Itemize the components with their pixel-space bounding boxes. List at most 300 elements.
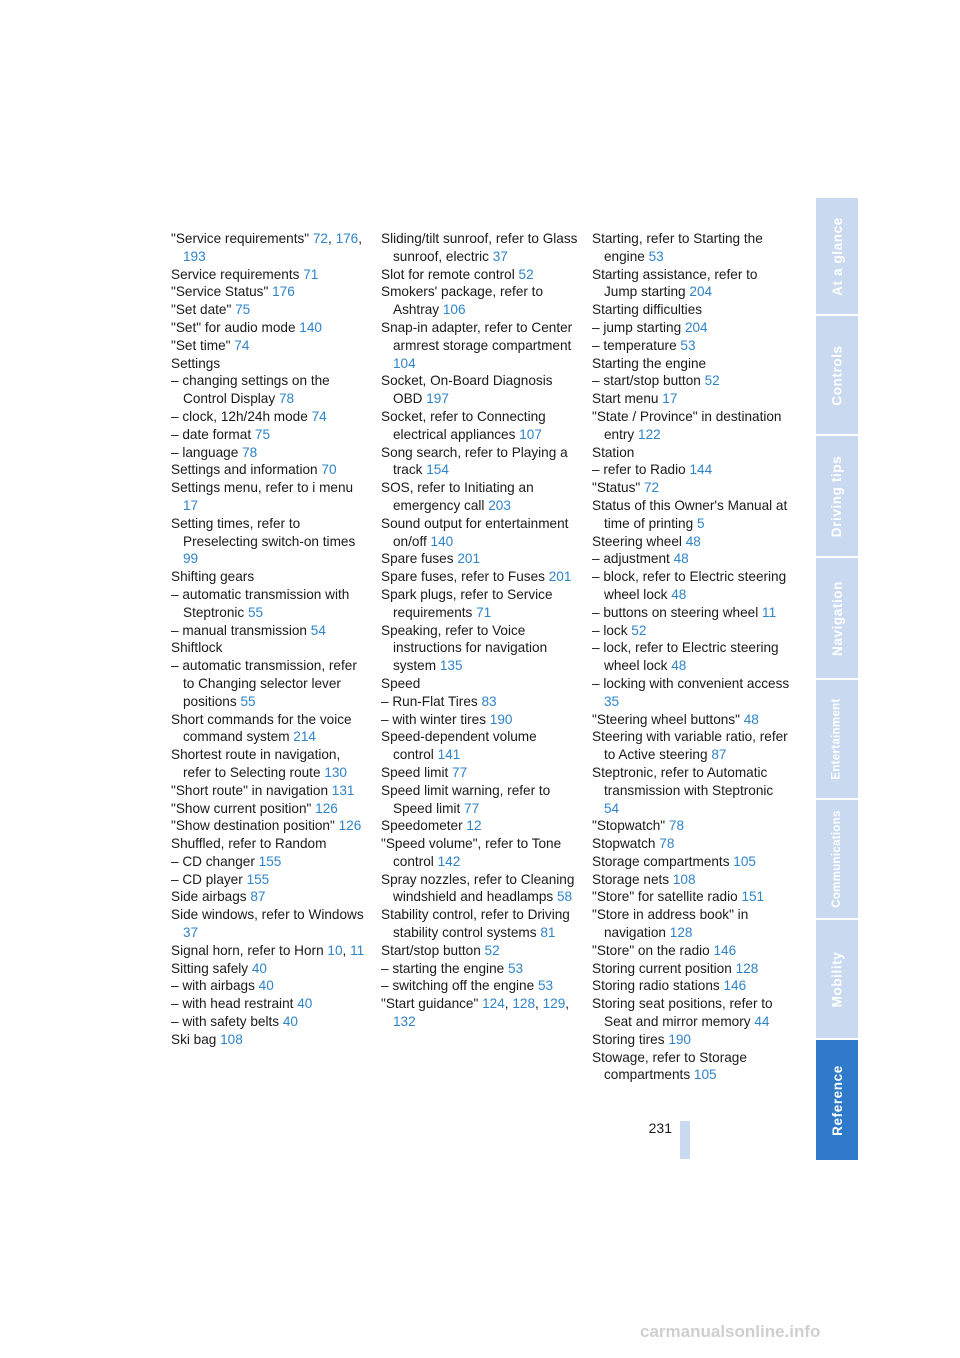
page-link[interactable]: 204 xyxy=(684,319,708,335)
entry-text: Station xyxy=(592,444,635,460)
page-refs xyxy=(659,391,678,406)
page-link[interactable]: 135 xyxy=(439,658,463,674)
entry-text: – temperature xyxy=(592,337,677,353)
page-refs xyxy=(448,765,467,780)
page-refs xyxy=(238,445,257,460)
page-link[interactable]: 11 xyxy=(762,604,777,620)
page-refs xyxy=(604,801,619,816)
index-entry xyxy=(592,550,790,568)
index-entry xyxy=(381,408,579,444)
page-link[interactable]: 176 xyxy=(272,284,295,300)
entry-text: "Status" xyxy=(592,480,641,496)
page-link[interactable]: 54 xyxy=(310,622,326,638)
index-entry xyxy=(592,675,790,711)
entry-text: – date format xyxy=(171,426,252,442)
sidebar-tab-at-a-glance[interactable] xyxy=(816,198,858,314)
page-refs xyxy=(296,320,322,335)
page-link[interactable]: 151 xyxy=(741,889,765,905)
sidebar-tab-reference[interactable] xyxy=(816,1040,858,1160)
page-link[interactable]: 126 xyxy=(338,818,362,834)
page-link[interactable]: 40 xyxy=(297,996,313,1012)
page-refs xyxy=(515,427,541,442)
index-entry xyxy=(592,728,790,764)
index-entry xyxy=(171,746,369,782)
page-link[interactable]: 190 xyxy=(668,1031,691,1047)
page-refs xyxy=(427,534,453,549)
page-link[interactable]: 201 xyxy=(457,551,481,567)
index-entry xyxy=(171,639,369,657)
page-refs xyxy=(690,1067,716,1082)
page-link[interactable]: 142 xyxy=(437,853,461,869)
index-entry xyxy=(171,1013,369,1031)
page-link[interactable]: 130 xyxy=(324,764,347,780)
index-entry xyxy=(592,372,790,390)
entry-text: Shifting gears xyxy=(171,569,255,585)
index-entry xyxy=(171,782,369,800)
entry-text: Starting difficulties xyxy=(592,302,703,318)
index-column-2 xyxy=(381,230,579,1031)
page-link[interactable]: 48 xyxy=(743,711,759,727)
page-refs xyxy=(681,320,707,335)
entry-text: Speed limit warning, refer to Speed limit xyxy=(381,782,551,816)
page-refs xyxy=(489,249,508,264)
page-link[interactable]: 214 xyxy=(293,729,316,745)
page-link[interactable]: 44 xyxy=(754,1014,770,1030)
page-refs xyxy=(439,302,465,317)
index-entry xyxy=(171,568,369,586)
entry-text: Speed xyxy=(381,675,421,691)
page-link[interactable]: , 129 xyxy=(535,996,565,1011)
page-refs xyxy=(481,943,500,958)
page-refs xyxy=(318,462,337,477)
page-link[interactable]: 40 xyxy=(258,978,274,994)
index-entry xyxy=(381,319,579,372)
index-entry xyxy=(592,960,790,978)
entry-text: Speaking, refer to Voice instructions for navigation system xyxy=(381,622,548,674)
page-link[interactable]: 12 xyxy=(466,818,482,834)
page-refs xyxy=(645,249,664,264)
entry-text: Settings xyxy=(171,355,221,371)
index-entry xyxy=(592,995,790,1031)
page-link[interactable]: 53 xyxy=(680,337,696,353)
page-link[interactable]: 105 xyxy=(733,853,756,869)
index-entry xyxy=(381,977,579,995)
page-link[interactable]: 52 xyxy=(704,373,720,389)
page-refs xyxy=(248,961,267,976)
page-link[interactable]: 126 xyxy=(315,800,338,816)
sidebar-tab-label: At a glance xyxy=(829,216,845,296)
entry-text: – Run-Flat Tires xyxy=(381,693,478,709)
page-link[interactable]: 78 xyxy=(242,444,258,460)
page-link[interactable]: 122 xyxy=(638,426,661,442)
page-link[interactable]: 72 xyxy=(643,480,660,496)
index-entry xyxy=(381,444,579,480)
page-link[interactable]: 77 xyxy=(464,800,480,816)
entry-text: "Store in address book" in navigation xyxy=(592,907,749,941)
page-refs xyxy=(472,605,491,620)
index-entry xyxy=(381,675,579,693)
page-link[interactable]: 48 xyxy=(671,586,687,602)
page-link[interactable]: 204 xyxy=(689,284,713,300)
page-refs xyxy=(553,889,572,904)
page-refs xyxy=(682,534,701,549)
entry-text: Sound output for entertainment on/off xyxy=(381,515,569,549)
entry-text: – locking with convenient access xyxy=(592,675,790,691)
index-entry xyxy=(381,728,579,764)
page-link[interactable]: 52 xyxy=(631,622,647,638)
page-refs xyxy=(293,996,312,1011)
page-link[interactable]: 108 xyxy=(672,871,696,887)
index-entry xyxy=(171,283,369,301)
entry-text: – clock, 12h/24h mode xyxy=(171,408,308,424)
page-refs xyxy=(328,783,354,798)
page-refs xyxy=(255,854,281,869)
index-entry xyxy=(592,408,790,444)
index-entry xyxy=(592,461,790,479)
index-entry xyxy=(592,533,790,551)
entry-text: – jump starting xyxy=(592,319,682,335)
page-refs xyxy=(460,801,479,816)
entry-text: – automatic transmission, refer to Changing selector lever positions xyxy=(171,658,357,709)
entry-text: Storing current position xyxy=(592,960,732,976)
index-entry xyxy=(171,711,369,747)
page-refs xyxy=(251,427,270,442)
page-refs xyxy=(732,961,758,976)
page-link[interactable]: 154 xyxy=(426,462,449,478)
page-refs xyxy=(686,462,712,477)
page-refs xyxy=(290,729,316,744)
page-link[interactable]: 17 xyxy=(183,497,199,513)
page-refs xyxy=(665,1032,691,1047)
page-refs xyxy=(669,872,695,887)
page-link[interactable]: 37 xyxy=(183,925,199,941)
index-entry xyxy=(381,283,579,319)
sidebar-tab-mobility[interactable] xyxy=(816,920,858,1038)
index-entry xyxy=(171,835,369,853)
entry-text: Starting assistance, refer to Jump starting xyxy=(592,266,758,300)
page-link[interactable]: , 11 xyxy=(343,943,365,958)
page-link[interactable]: 77 xyxy=(452,764,468,780)
entry-text: Settings menu, refer to i menu xyxy=(171,480,354,496)
page-refs xyxy=(183,925,198,940)
sidebar-tab-driving-tips[interactable] xyxy=(816,436,858,556)
entry-text: – starting the engine xyxy=(381,960,505,976)
entry-text: Song search, refer to Playing a track xyxy=(381,444,568,478)
index-entry xyxy=(592,337,790,355)
entry-text: "Show destination position" xyxy=(171,818,335,834)
page-link[interactable]: 190 xyxy=(489,711,513,727)
index-entry xyxy=(381,871,579,907)
page-refs xyxy=(720,978,746,993)
page-link[interactable]: 104 xyxy=(393,355,416,371)
page-refs xyxy=(231,338,250,353)
entry-text: "Service Status" xyxy=(171,284,269,300)
index-entry xyxy=(381,693,579,711)
entry-text: Start menu xyxy=(592,391,659,407)
entry-text: "Set time" xyxy=(171,337,231,353)
entry-text: Signal horn, refer to Horn xyxy=(171,942,324,958)
entry-text: "Stopwatch" xyxy=(592,818,666,834)
index-entry xyxy=(171,906,369,942)
page-link[interactable]: 155 xyxy=(246,871,270,887)
entry-text: Storage nets xyxy=(592,871,670,887)
entry-text: – with airbags xyxy=(171,978,255,994)
index-entry xyxy=(592,853,790,871)
sidebar-tab-label: Communications xyxy=(831,810,843,908)
page-link[interactable]: 53 xyxy=(507,960,524,976)
index-entry xyxy=(171,372,369,408)
sidebar-tab-communications[interactable] xyxy=(816,800,858,918)
index-entry xyxy=(381,835,579,871)
page-link[interactable]: 87 xyxy=(711,747,727,763)
entry-text: Speed limit xyxy=(381,764,449,780)
page-refs xyxy=(299,267,318,282)
index-entry xyxy=(381,230,579,266)
page-refs xyxy=(324,943,365,958)
entry-text: Steptronic, refer to Automatic transmission with Steptronic xyxy=(592,764,774,798)
page-link[interactable]: 17 xyxy=(662,391,678,407)
page-refs xyxy=(686,284,712,299)
page-link[interactable]: 105 xyxy=(693,1067,717,1083)
watermark: carmanualsonline.info xyxy=(640,1322,821,1341)
page-refs xyxy=(311,801,337,816)
index-entry xyxy=(592,871,790,889)
index-entry xyxy=(171,942,369,960)
page-refs xyxy=(545,569,571,584)
index-entry xyxy=(381,942,579,960)
index-entry xyxy=(171,817,369,835)
entry-text: Storing radio stations xyxy=(592,978,720,994)
sidebar-tab-label: Navigation xyxy=(829,580,845,656)
entry-text: – refer to Radio xyxy=(592,462,686,478)
page-link[interactable]: 54 xyxy=(604,800,620,816)
page-link[interactable]: 40 xyxy=(282,1014,298,1030)
entry-text: – with head restraint xyxy=(171,996,294,1012)
page-link[interactable]: 53 xyxy=(648,248,664,264)
page-link[interactable]: 52 xyxy=(484,942,500,958)
page-link[interactable]: 74 xyxy=(311,408,327,424)
entry-text: "Set date" xyxy=(171,302,232,318)
page-link[interactable]: 55 xyxy=(248,604,264,620)
index-entry xyxy=(171,853,369,871)
entry-text: Sliding/tilt sunroof, refer to Glass sunroof, electric xyxy=(381,231,578,264)
page-refs xyxy=(640,480,659,495)
sidebar-tab-entertainment[interactable] xyxy=(816,680,858,798)
entry-text: Starting, refer to Starting the engine xyxy=(592,231,763,264)
page-link[interactable]: 71 xyxy=(303,266,319,282)
page-refs xyxy=(710,943,736,958)
index-entry xyxy=(592,622,790,640)
page-link[interactable]: 10 xyxy=(327,942,343,958)
index-entry xyxy=(171,1031,369,1049)
index-entry xyxy=(592,301,790,319)
page-link[interactable]: , 176 xyxy=(328,231,358,246)
entry-text: Spare fuses xyxy=(381,551,454,567)
page-link[interactable]: 55 xyxy=(240,693,256,709)
page-refs xyxy=(604,694,619,709)
entry-text: Shiftlock xyxy=(171,640,223,656)
index-entry xyxy=(592,497,790,533)
page-refs xyxy=(321,765,347,780)
page-refs xyxy=(667,658,686,673)
page-link[interactable]: 146 xyxy=(713,942,737,958)
page-refs xyxy=(484,498,510,513)
page-link[interactable]: 74 xyxy=(234,337,250,353)
entry-text: – automatic transmission with Steptronic xyxy=(171,586,350,620)
index-entry xyxy=(381,960,579,978)
page-link[interactable]: 52 xyxy=(518,266,534,282)
index-entry xyxy=(171,977,369,995)
page-link[interactable]: 140 xyxy=(430,533,454,549)
index-entry xyxy=(592,942,790,960)
sidebar-tab-label: Mobility xyxy=(829,951,845,1007)
page-link[interactable]: 78 xyxy=(668,818,685,834)
page-refs xyxy=(244,605,263,620)
page-link[interactable]: 83 xyxy=(481,693,497,709)
page-link[interactable]: 107 xyxy=(519,426,542,442)
page-link[interactable]: 87 xyxy=(250,889,266,905)
entry-text: "Store" for satellite radio xyxy=(592,889,738,905)
page-link[interactable]: 75 xyxy=(235,302,251,318)
page-link[interactable]: 106 xyxy=(442,302,466,318)
index-entry xyxy=(592,604,790,622)
index-entry xyxy=(592,479,790,497)
page-refs xyxy=(268,284,294,299)
index-entry xyxy=(592,817,790,835)
index-entry xyxy=(592,355,790,373)
index-entry xyxy=(171,800,369,818)
entry-text: Starting the engine xyxy=(592,355,707,371)
index-entry xyxy=(171,426,369,444)
page-link[interactable]: 48 xyxy=(671,658,687,674)
entry-text: "Service requirements" xyxy=(171,231,310,246)
page-refs xyxy=(486,712,512,727)
index-entry xyxy=(171,301,369,319)
entry-text: Setting times, refer to Preselecting switch-on times xyxy=(171,515,356,549)
page-link[interactable]: 53 xyxy=(537,978,554,994)
page-refs xyxy=(504,961,523,976)
page-refs xyxy=(666,925,692,940)
index-entry xyxy=(171,888,369,906)
index-entry xyxy=(592,319,790,337)
page-link[interactable]: 124 xyxy=(482,996,505,1012)
page-link[interactable]: 146 xyxy=(723,978,747,994)
page-refs xyxy=(738,889,764,904)
entry-text: – buttons on steering wheel xyxy=(592,604,759,620)
page-link[interactable]: 78 xyxy=(659,836,675,852)
page-link[interactable]: 128 xyxy=(735,960,759,976)
page-refs xyxy=(279,1014,298,1029)
page-link[interactable]: 72 xyxy=(312,231,328,246)
sidebar-tab-label: Controls xyxy=(829,344,845,406)
sidebar-tab-navigation[interactable] xyxy=(816,558,858,678)
page-link[interactable]: 81 xyxy=(540,925,556,941)
page-refs xyxy=(183,498,198,513)
sidebar-tab-controls[interactable] xyxy=(816,316,858,434)
index-entry xyxy=(381,550,579,568)
page-link[interactable]: 35 xyxy=(604,693,620,709)
entry-text: Sitting safely xyxy=(171,960,249,976)
page-link[interactable]: , 128 xyxy=(505,996,535,1011)
index-entry xyxy=(381,568,579,586)
entry-text: Steering wheel xyxy=(592,533,682,549)
entry-text: – switching off the engine xyxy=(381,978,535,994)
page-refs xyxy=(422,462,448,477)
entry-text: Spare fuses, refer to Fuses xyxy=(381,569,545,585)
index-entry xyxy=(592,639,790,675)
entry-text: – changing settings on the Control Display xyxy=(171,373,330,407)
page-refs xyxy=(393,356,416,371)
page-link[interactable]: 40 xyxy=(251,960,267,976)
page-refs xyxy=(634,427,660,442)
entry-text: Slot for remote control xyxy=(381,266,515,282)
index-entry xyxy=(171,461,369,479)
page-link[interactable]: 48 xyxy=(673,551,689,567)
sidebar-tab-label: Driving tips xyxy=(829,455,845,537)
entry-text: – CD player xyxy=(171,871,243,887)
entry-text: Shortest route in navigation, refer to Selecting route xyxy=(171,747,341,780)
page-link[interactable]: 58 xyxy=(557,889,573,905)
index-entry xyxy=(171,444,369,462)
page-refs xyxy=(534,978,553,993)
page-link[interactable]: 37 xyxy=(492,248,508,264)
page-link[interactable]: , 132 xyxy=(393,996,569,1029)
page-link[interactable]: 99 xyxy=(183,551,199,567)
page-link[interactable]: 141 xyxy=(437,747,461,763)
index-entry xyxy=(171,408,369,426)
page-link[interactable]: 203 xyxy=(488,497,511,513)
page-refs xyxy=(515,267,534,282)
page-refs xyxy=(628,623,647,638)
page-refs xyxy=(537,925,556,940)
page-refs xyxy=(216,1032,242,1047)
page-link[interactable]: 70 xyxy=(321,462,337,478)
index-entry xyxy=(592,977,790,995)
entry-text: Speed-dependent volume control xyxy=(381,729,537,763)
page-link[interactable]: 48 xyxy=(685,533,701,549)
page-link[interactable]: 128 xyxy=(669,925,693,941)
page-link[interactable]: , 193 xyxy=(183,231,362,264)
index-entry xyxy=(171,515,369,568)
page-link[interactable]: 78 xyxy=(278,391,295,407)
entry-text: Stability control, refer to Driving stability control systems xyxy=(381,907,570,941)
page-refs xyxy=(655,836,674,851)
entry-text: Storing seat positions, refer to Seat and mirror memory xyxy=(592,996,773,1030)
page-link[interactable]: 71 xyxy=(476,604,492,620)
page-link[interactable]: 108 xyxy=(220,1031,243,1047)
page-refs xyxy=(434,747,460,762)
page-link[interactable]: 131 xyxy=(331,782,355,798)
entry-text: Side windows, refer to Windows xyxy=(171,907,364,923)
page-link[interactable]: 155 xyxy=(258,853,282,869)
page-link[interactable]: 197 xyxy=(426,391,449,407)
page-link[interactable]: 5 xyxy=(696,515,705,531)
index-entry xyxy=(381,622,579,675)
entry-text: "State / Province" in destination entry xyxy=(592,408,782,442)
page-link[interactable]: 144 xyxy=(689,462,713,478)
index-entry xyxy=(592,230,790,266)
entry-text: Short commands for the voice command system xyxy=(171,711,352,745)
page-link[interactable]: 75 xyxy=(254,426,271,442)
page-refs xyxy=(247,889,266,904)
page-refs xyxy=(730,854,756,869)
page-link[interactable]: 201 xyxy=(548,569,572,585)
entry-text: Speedometer xyxy=(381,818,463,834)
index-entry xyxy=(171,622,369,640)
page-link[interactable]: 140 xyxy=(299,319,322,335)
index-entry xyxy=(381,711,579,729)
page-refs xyxy=(670,551,689,566)
